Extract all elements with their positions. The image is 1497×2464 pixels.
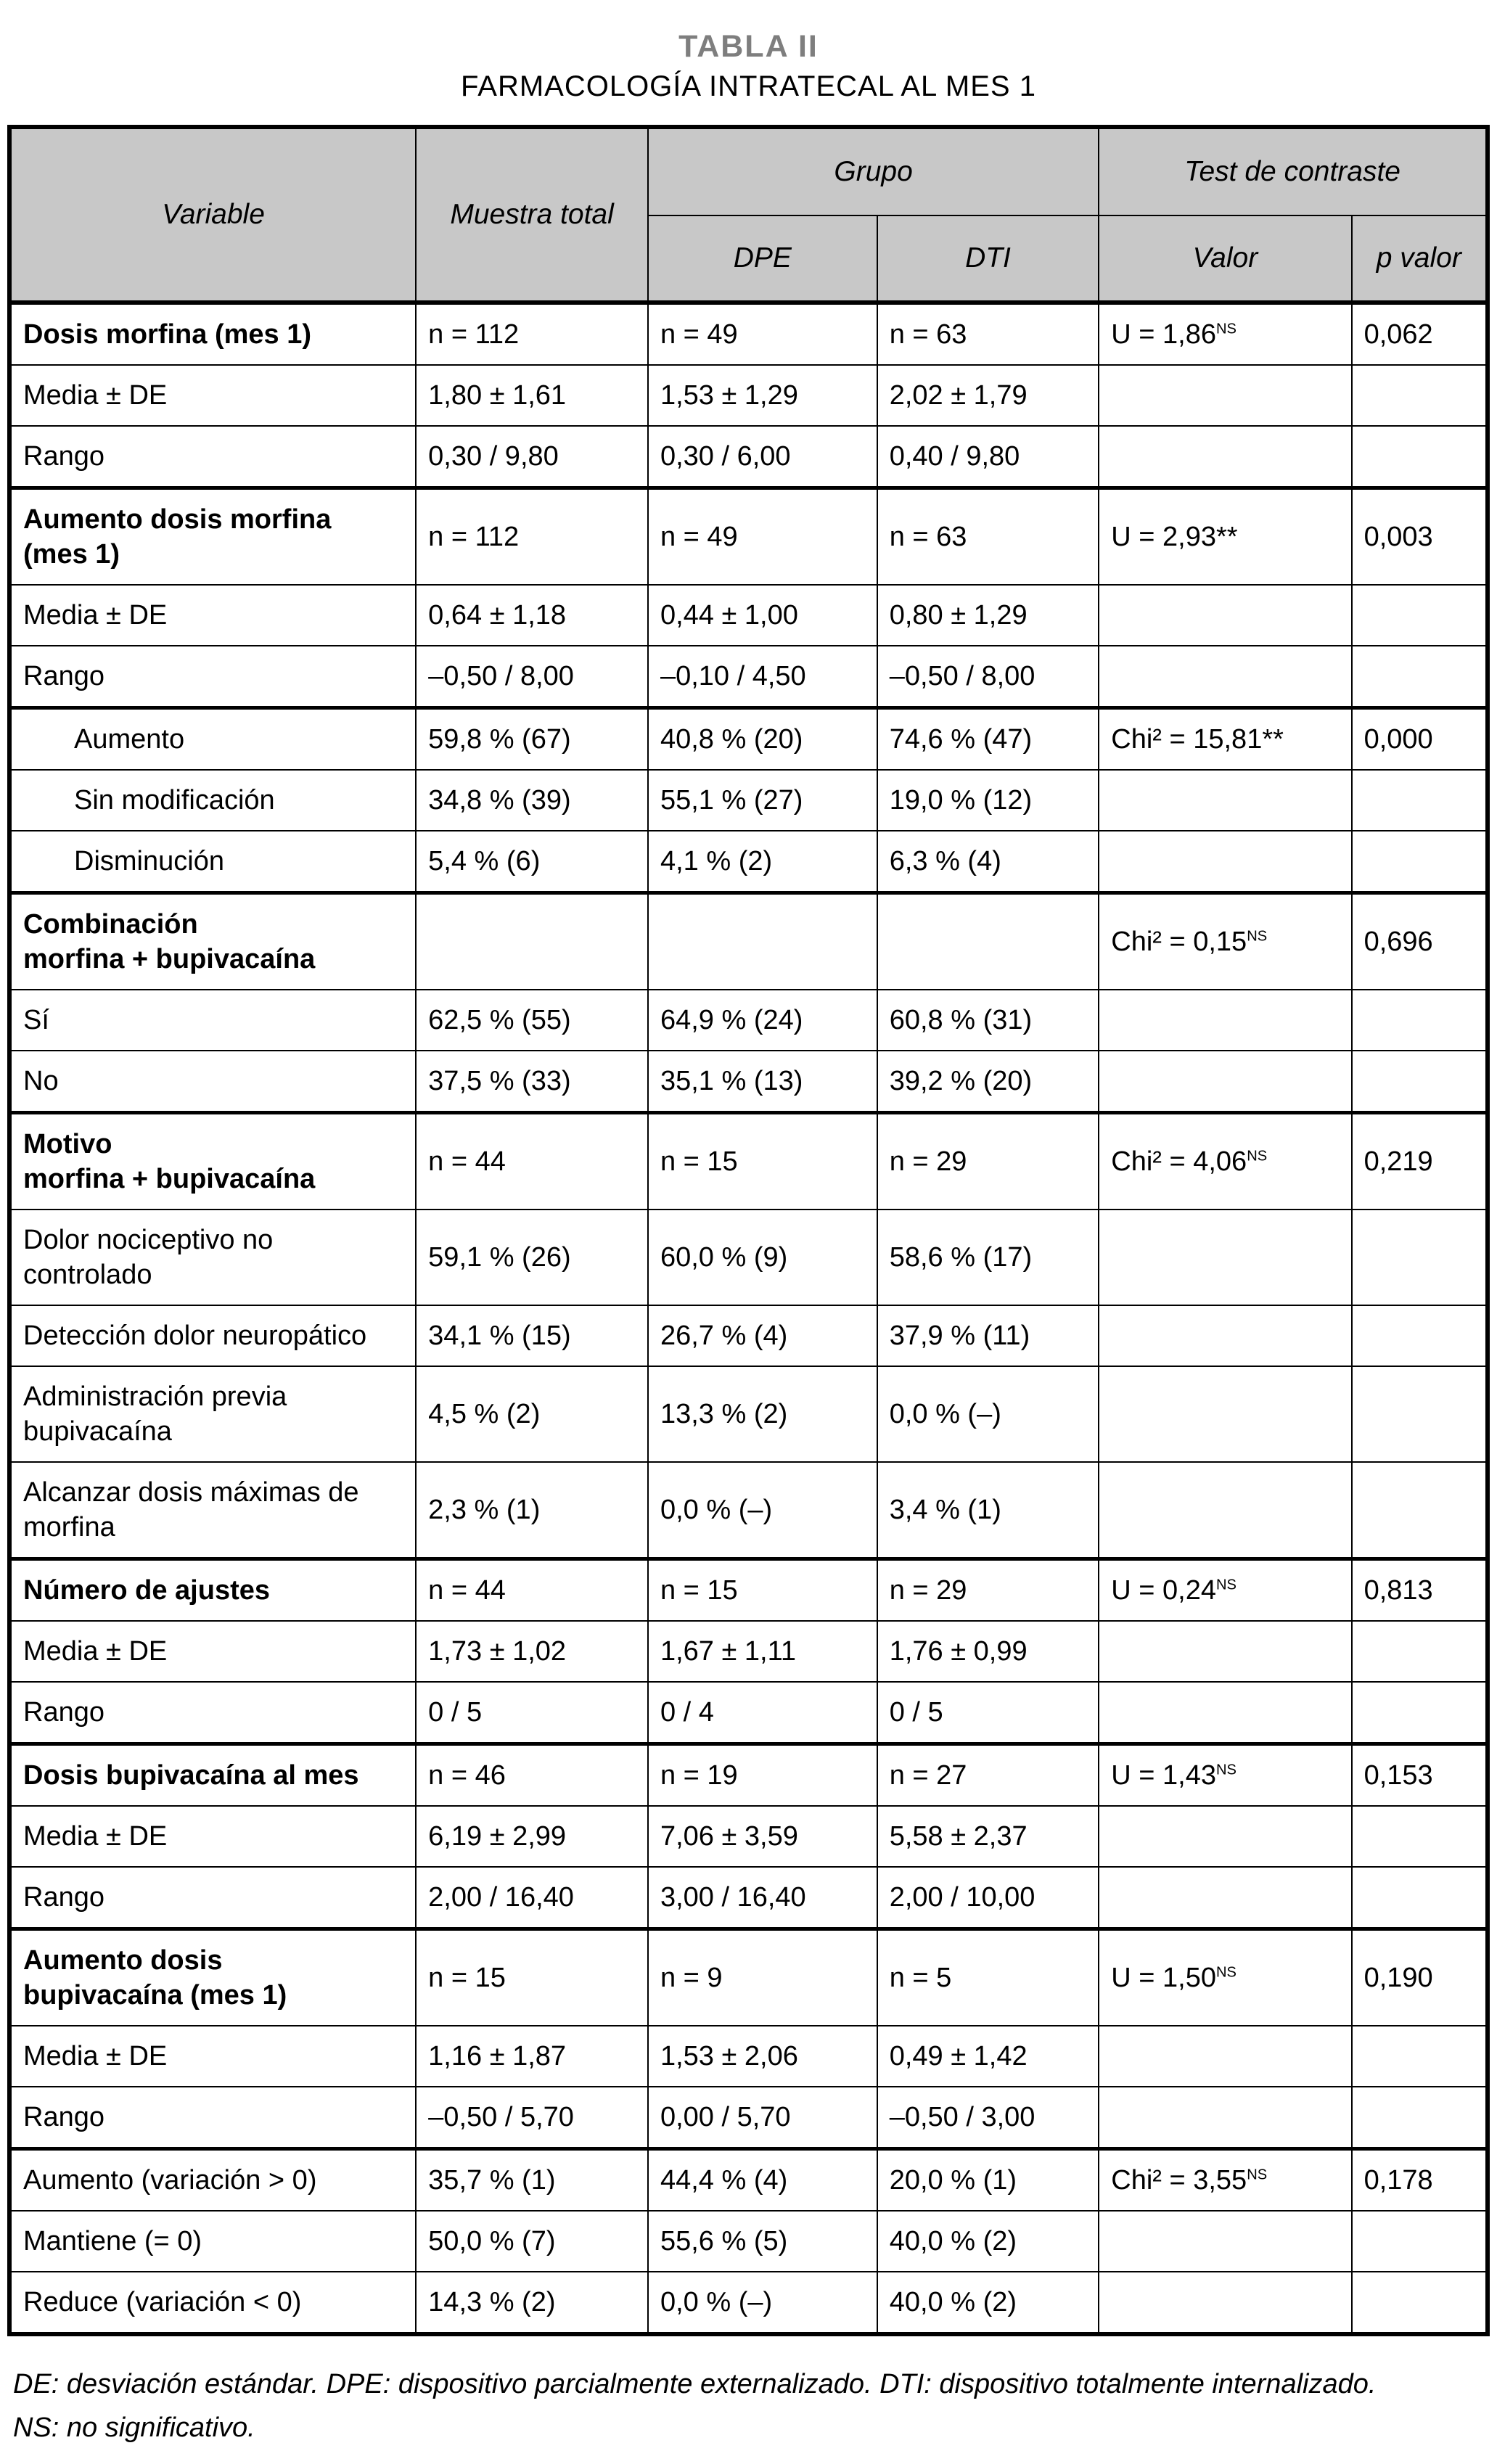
muestra-total-cell: 37,5 % (33) bbox=[416, 1051, 648, 1113]
significance-superscript: NS bbox=[1247, 1148, 1268, 1165]
dti-cell bbox=[877, 893, 1099, 990]
col-header-dpe: DPE bbox=[648, 215, 877, 303]
muestra-total-cell: 4,5 % (2) bbox=[416, 1366, 648, 1462]
muestra-total-cell: 34,8 % (39) bbox=[416, 770, 648, 831]
table-row bbox=[9, 770, 1488, 831]
table-row bbox=[9, 2149, 1488, 2212]
dpe-cell: 26,7 % (4) bbox=[648, 1305, 877, 1366]
muestra-total-cell: 1,73 ± 1,02 bbox=[416, 1621, 648, 1682]
muestra-total-cell: –0,50 / 5,70 bbox=[416, 2087, 648, 2149]
table-row bbox=[9, 1305, 1488, 1366]
dti-cell: –0,50 / 3,00 bbox=[877, 2087, 1099, 2149]
variable-cell: Alcanzar dosis máximas de morfina bbox=[9, 1462, 416, 1559]
p-valor-cell bbox=[1352, 831, 1488, 893]
table-row bbox=[9, 2026, 1488, 2087]
dpe-cell: 13,3 % (2) bbox=[648, 1366, 877, 1462]
table-row bbox=[9, 1621, 1488, 1682]
muestra-total-cell bbox=[416, 893, 648, 990]
p-valor-cell bbox=[1352, 1621, 1488, 1682]
muestra-total-cell: 59,1 % (26) bbox=[416, 1210, 648, 1305]
valor-cell bbox=[1099, 1210, 1351, 1305]
table-row bbox=[9, 1462, 1488, 1559]
muestra-total-cell: 1,80 ± 1,61 bbox=[416, 365, 648, 426]
muestra-total-cell: 1,16 ± 1,87 bbox=[416, 2026, 648, 2087]
valor-cell bbox=[1099, 2026, 1351, 2087]
valor-cell bbox=[1099, 365, 1351, 426]
dti-cell: n = 29 bbox=[877, 1559, 1099, 1622]
p-valor-cell bbox=[1352, 1305, 1488, 1366]
p-valor-cell: 0,062 bbox=[1352, 303, 1488, 365]
variable-cell: Aumento bbox=[9, 708, 416, 771]
variable-cell: Aumento dosis morfina (mes 1) bbox=[9, 488, 416, 586]
valor-cell bbox=[1099, 1462, 1351, 1559]
p-valor-cell bbox=[1352, 2026, 1488, 2087]
valor-cell: $Chi^2 = 0,15^{NS}$ bbox=[1099, 893, 1351, 990]
table-row bbox=[9, 1559, 1488, 1622]
p-valor-cell bbox=[1352, 1867, 1488, 1929]
table-row bbox=[9, 2272, 1488, 2334]
variable-cell: Reduce (variación < 0) bbox=[9, 2272, 416, 2334]
muestra-total-cell: n = 44 bbox=[416, 1113, 648, 1210]
significance-superscript: NS bbox=[1215, 321, 1236, 337]
variable-cell: Administración previa bupivacaína bbox=[9, 1366, 416, 1462]
dti-cell: 40,0 % (2) bbox=[877, 2211, 1099, 2272]
dti-cell: 5,58 ± 2,37 bbox=[877, 1806, 1099, 1867]
p-valor-cell: 0,003 bbox=[1352, 488, 1488, 586]
dti-cell: n = 5 bbox=[877, 1929, 1099, 2026]
valor-cell bbox=[1099, 1621, 1351, 1682]
variable-cell: Aumento (variación > 0) bbox=[9, 2149, 416, 2212]
dpe-cell: 55,6 % (5) bbox=[648, 2211, 877, 2272]
dpe-cell: 0 / 4 bbox=[648, 1682, 877, 1744]
dti-cell: 20,0 % (1) bbox=[877, 2149, 1099, 2212]
dti-cell: 74,6 % (47) bbox=[877, 708, 1099, 771]
muestra-total-cell: 35,7 % (1) bbox=[416, 2149, 648, 2212]
p-valor-cell bbox=[1352, 2211, 1488, 2272]
dti-cell: 60,8 % (31) bbox=[877, 990, 1099, 1051]
valor-cell bbox=[1099, 2211, 1351, 2272]
variable-cell: Combinación morfina + bupivacaína bbox=[9, 893, 416, 990]
muestra-total-cell: –0,50 / 8,00 bbox=[416, 646, 648, 708]
col-header-dti: DTI bbox=[877, 215, 1099, 303]
p-valor-cell: 0,153 bbox=[1352, 1744, 1488, 1807]
footnote bbox=[13, 2362, 1484, 2449]
variable-cell: No bbox=[9, 1051, 416, 1113]
dti-cell: n = 63 bbox=[877, 303, 1099, 365]
col-header-grupo: Grupo bbox=[648, 127, 1099, 215]
variable-cell: Rango bbox=[9, 1682, 416, 1744]
variable-cell: Rango bbox=[9, 1867, 416, 1929]
data-table bbox=[7, 125, 1490, 2336]
dti-cell: n = 27 bbox=[877, 1744, 1099, 1807]
muestra-total-cell: n = 15 bbox=[416, 1929, 648, 2026]
valor-cell bbox=[1099, 426, 1351, 488]
muestra-total-cell: 14,3 % (2) bbox=[416, 2272, 648, 2334]
valor-cell bbox=[1099, 646, 1351, 708]
valor-cell: $U = 1,86^{NS}$ bbox=[1099, 303, 1351, 365]
p-valor-cell bbox=[1352, 1210, 1488, 1305]
dpe-cell: 7,06 ± 3,59 bbox=[648, 1806, 877, 1867]
p-valor-cell bbox=[1352, 585, 1488, 646]
variable-cell: Dolor nociceptivo no controlado bbox=[9, 1210, 416, 1305]
table-row bbox=[9, 365, 1488, 426]
dti-cell: 0,49 ± 1,42 bbox=[877, 2026, 1099, 2087]
dpe-cell: 0,44 ± 1,00 bbox=[648, 585, 877, 646]
p-valor-cell bbox=[1352, 1366, 1488, 1462]
table-row bbox=[9, 303, 1488, 365]
dpe-cell: 3,00 / 16,40 bbox=[648, 1867, 877, 1929]
col-header-variable: Variable bbox=[9, 127, 416, 303]
table-row bbox=[9, 1210, 1488, 1305]
dpe-cell: 0,0 % (–) bbox=[648, 2272, 877, 2334]
variable-cell: Rango bbox=[9, 646, 416, 708]
p-valor-cell: 0,000 bbox=[1352, 708, 1488, 771]
variable-cell: Media ± DE bbox=[9, 1621, 416, 1682]
muestra-total-cell: 6,19 ± 2,99 bbox=[416, 1806, 648, 1867]
dpe-cell: 1,53 ± 2,06 bbox=[648, 2026, 877, 2087]
dpe-cell: 0,00 / 5,70 bbox=[648, 2087, 877, 2149]
dpe-cell: n = 15 bbox=[648, 1559, 877, 1622]
muestra-total-cell: 62,5 % (55) bbox=[416, 990, 648, 1051]
page-subtitle: FARMACOLOGÍA INTRATECAL AL MES 1 bbox=[461, 70, 1036, 102]
dpe-cell: 40,8 % (20) bbox=[648, 708, 877, 771]
valor-cell bbox=[1099, 2087, 1351, 2149]
significance-superscript: NS bbox=[1215, 1762, 1236, 1778]
table-row bbox=[9, 831, 1488, 893]
dpe-cell: 0,30 / 6,00 bbox=[648, 426, 877, 488]
dti-cell: n = 63 bbox=[877, 488, 1099, 586]
dpe-cell: 44,4 % (4) bbox=[648, 2149, 877, 2212]
col-header-p-valor: p valor bbox=[1352, 215, 1488, 303]
col-header-valor: Valor bbox=[1099, 215, 1351, 303]
variable-cell: Motivo morfina + bupivacaína bbox=[9, 1113, 416, 1210]
table-row bbox=[9, 2087, 1488, 2149]
significance-superscript: NS bbox=[1247, 2167, 1268, 2183]
dpe-cell: 35,1 % (13) bbox=[648, 1051, 877, 1113]
variable-cell: Mantiene (= 0) bbox=[9, 2211, 416, 2272]
p-valor-cell bbox=[1352, 1051, 1488, 1113]
dpe-cell: n = 19 bbox=[648, 1744, 877, 1807]
dpe-cell: 60,0 % (9) bbox=[648, 1210, 877, 1305]
page-title: TABLA II bbox=[678, 29, 819, 64]
footnote-line-1: DE: desviación estándar. DPE: dispositivo parcialmente externalizado. DTI: dispositivo totalmente internalizado. bbox=[13, 2369, 1377, 2399]
p-valor-cell: 0,219 bbox=[1352, 1113, 1488, 1210]
valor-cell bbox=[1099, 1867, 1351, 1929]
dti-cell: 0,40 / 9,80 bbox=[877, 426, 1099, 488]
p-valor-cell bbox=[1352, 646, 1488, 708]
valor-cell bbox=[1099, 770, 1351, 831]
valor-cell: $Chi^2 = 4,06^{NS}$ bbox=[1099, 1113, 1351, 1210]
dti-cell: 3,4 % (1) bbox=[877, 1462, 1099, 1559]
dti-cell: 0,0 % (–) bbox=[877, 1366, 1099, 1462]
valor-cell bbox=[1099, 1051, 1351, 1113]
dpe-cell: n = 49 bbox=[648, 488, 877, 586]
variable-cell: Disminución bbox=[9, 831, 416, 893]
valor-cell: $Chi^2 = 3,55^{NS}$ bbox=[1099, 2149, 1351, 2212]
p-valor-cell bbox=[1352, 770, 1488, 831]
valor-cell: $U = 1,50^{NS}$ bbox=[1099, 1929, 1351, 2026]
table-row bbox=[9, 426, 1488, 488]
p-valor-cell: 0,696 bbox=[1352, 893, 1488, 990]
p-valor-cell: 0,190 bbox=[1352, 1929, 1488, 2026]
table-row bbox=[9, 708, 1488, 771]
dti-cell: 0 / 5 bbox=[877, 1682, 1099, 1744]
table-row bbox=[9, 646, 1488, 708]
p-valor-cell bbox=[1352, 1462, 1488, 1559]
variable-cell: Sí bbox=[9, 990, 416, 1051]
significance-superscript: NS bbox=[1247, 928, 1268, 945]
table-row bbox=[9, 990, 1488, 1051]
valor-cell: $U = 0,24^{NS}$ bbox=[1099, 1559, 1351, 1622]
dpe-cell: 55,1 % (27) bbox=[648, 770, 877, 831]
p-valor-cell bbox=[1352, 1682, 1488, 1744]
p-valor-cell: 0,813 bbox=[1352, 1559, 1488, 1622]
valor-cell bbox=[1099, 2272, 1351, 2334]
p-valor-cell bbox=[1352, 426, 1488, 488]
table-row bbox=[9, 488, 1488, 586]
footnote-line-2: NS: no significativo. bbox=[13, 2412, 255, 2443]
p-valor-cell bbox=[1352, 990, 1488, 1051]
valor-cell bbox=[1099, 831, 1351, 893]
muestra-total-cell: 2,00 / 16,40 bbox=[416, 1867, 648, 1929]
variable-cell: Media ± DE bbox=[9, 585, 416, 646]
dti-cell: 37,9 % (11) bbox=[877, 1305, 1099, 1366]
p-valor-cell: 0,178 bbox=[1352, 2149, 1488, 2212]
dpe-cell: 64,9 % (24) bbox=[648, 990, 877, 1051]
p-valor-cell bbox=[1352, 365, 1488, 426]
table-row bbox=[9, 1744, 1488, 1807]
variable-cell: Media ± DE bbox=[9, 1806, 416, 1867]
valor-cell bbox=[1099, 990, 1351, 1051]
dti-cell: 58,6 % (17) bbox=[877, 1210, 1099, 1305]
valor-cell: Chi² = 15,81** bbox=[1099, 708, 1351, 771]
significance-superscript: NS bbox=[1215, 1577, 1236, 1593]
muestra-total-cell: n = 44 bbox=[416, 1559, 648, 1622]
dpe-cell: –0,10 / 4,50 bbox=[648, 646, 877, 708]
dti-cell: 39,2 % (20) bbox=[877, 1051, 1099, 1113]
variable-cell: Rango bbox=[9, 426, 416, 488]
table-body bbox=[9, 303, 1488, 2334]
muestra-total-cell: 5,4 % (6) bbox=[416, 831, 648, 893]
muestra-total-cell: 50,0 % (7) bbox=[416, 2211, 648, 2272]
dti-cell: 2,00 / 10,00 bbox=[877, 1867, 1099, 1929]
dpe-cell: n = 9 bbox=[648, 1929, 877, 2026]
p-valor-cell bbox=[1352, 2087, 1488, 2149]
dti-cell: –0,50 / 8,00 bbox=[877, 646, 1099, 708]
variable-cell: Sin modificación bbox=[9, 770, 416, 831]
dti-cell: 40,0 % (2) bbox=[877, 2272, 1099, 2334]
dti-cell: 0,80 ± 1,29 bbox=[877, 585, 1099, 646]
valor-cell bbox=[1099, 1806, 1351, 1867]
muestra-total-cell: 0,30 / 9,80 bbox=[416, 426, 648, 488]
dpe-cell: 1,53 ± 1,29 bbox=[648, 365, 877, 426]
variable-cell: Dosis bupivacaína al mes bbox=[9, 1744, 416, 1807]
muestra-total-cell: 34,1 % (15) bbox=[416, 1305, 648, 1366]
valor-cell: $U = 1,43^{NS}$ bbox=[1099, 1744, 1351, 1807]
table-header bbox=[9, 127, 1488, 303]
dpe-cell: 4,1 % (2) bbox=[648, 831, 877, 893]
p-valor-cell bbox=[1352, 2272, 1488, 2334]
col-header-test-contraste: Test de contraste bbox=[1099, 127, 1488, 215]
dpe-cell: 1,67 ± 1,11 bbox=[648, 1621, 877, 1682]
col-header-muestra-total: Muestra total bbox=[416, 127, 648, 303]
dpe-cell: 0,0 % (–) bbox=[648, 1462, 877, 1559]
table-row bbox=[9, 1366, 1488, 1462]
variable-cell: Número de ajustes bbox=[9, 1559, 416, 1622]
table-row bbox=[9, 1113, 1488, 1210]
table-row bbox=[9, 1929, 1488, 2026]
valor-cell bbox=[1099, 1305, 1351, 1366]
muestra-total-cell: 2,3 % (1) bbox=[416, 1462, 648, 1559]
table-row bbox=[9, 1051, 1488, 1113]
header-row-1 bbox=[9, 127, 1488, 215]
variable-cell: Aumento dosis bupivacaína (mes 1) bbox=[9, 1929, 416, 2026]
dti-cell: 2,02 ± 1,79 bbox=[877, 365, 1099, 426]
dpe-cell: n = 49 bbox=[648, 303, 877, 365]
valor-cell: U = 2,93** bbox=[1099, 488, 1351, 586]
variable-cell: Rango bbox=[9, 2087, 416, 2149]
muestra-total-cell: 59,8 % (67) bbox=[416, 708, 648, 771]
muestra-total-cell: n = 112 bbox=[416, 488, 648, 586]
valor-cell bbox=[1099, 585, 1351, 646]
dti-cell: 6,3 % (4) bbox=[877, 831, 1099, 893]
valor-cell bbox=[1099, 1366, 1351, 1462]
p-valor-cell bbox=[1352, 1806, 1488, 1867]
table-row bbox=[9, 893, 1488, 990]
variable-cell: Media ± DE bbox=[9, 365, 416, 426]
variable-cell: Media ± DE bbox=[9, 2026, 416, 2087]
table-row bbox=[9, 1867, 1488, 1929]
variable-cell: Detección dolor neuropático bbox=[9, 1305, 416, 1366]
muestra-total-cell: 0,64 ± 1,18 bbox=[416, 585, 648, 646]
dti-cell: 19,0 % (12) bbox=[877, 770, 1099, 831]
dpe-cell: n = 15 bbox=[648, 1113, 877, 1210]
variable-cell: Dosis morfina (mes 1) bbox=[9, 303, 416, 365]
significance-superscript: NS bbox=[1215, 1964, 1236, 1981]
table-row bbox=[9, 2211, 1488, 2272]
table-row bbox=[9, 585, 1488, 646]
muestra-total-cell: n = 46 bbox=[416, 1744, 648, 1807]
dti-cell: 1,76 ± 0,99 bbox=[877, 1621, 1099, 1682]
dti-cell: n = 29 bbox=[877, 1113, 1099, 1210]
dpe-cell bbox=[648, 893, 877, 990]
muestra-total-cell: 0 / 5 bbox=[416, 1682, 648, 1744]
muestra-total-cell: n = 112 bbox=[416, 303, 648, 365]
table-row bbox=[9, 1682, 1488, 1744]
table-row bbox=[9, 1806, 1488, 1867]
valor-cell bbox=[1099, 1682, 1351, 1744]
